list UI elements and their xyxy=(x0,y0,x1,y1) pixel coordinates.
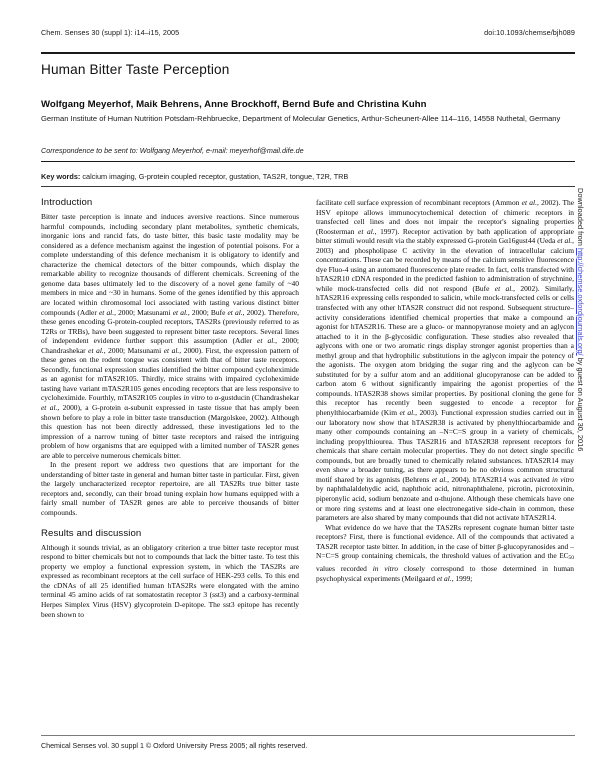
text-run-italic: et al. xyxy=(358,226,375,236)
text-run: , 2000), a G-protein α-subunit expressed in taste tissue that has amply been shown before to play a role in bitter taste transduction (Margolskee, 2002). Although this question has not been directly addressed, these investigations led to the impression of a narrow tuning of bitter taste receptors and raised the intriguing problem of how organisms that are equipped with a limited number of TAS2R genes are able to perceive numerous chemicals bitter. xyxy=(41,402,299,460)
text-run-italic: et al. xyxy=(98,307,115,317)
text-run-italic: in vitro xyxy=(372,564,399,573)
page-title: Human Bitter Taste Perception xyxy=(41,62,230,77)
text-run: , 2002). Similarly, hTAS2R16 expressing cells responded to salicin, while mock-transfected cells or cells transfected with any other hTAS2R construct did not respond. Subsequent structure–activity considerations identified chemical properties that make a compound an agonist for hTAS2R16. These are a gluco- or mannopyranose moiety and an aglycon attached to it in the β-glycosidic configuration. These studies also revealed that aglycons with one or two aromatic rings display stronger agonist properties than a methyl group and that hydrophilic substitutions in the aglycon impair the potency of the agonists. The oxygen atom bridging the sugar ring and the aglycon can be substituted for by a sulfur atom and an additional glucopyranose can be added to carbon atom 6 without significantly impairing the agonist properties of the compounds. hTAS2R38 shows similar properties. By positional cloning the gene for this receptor has recently been suggested to encode a receptor for phenylthiocarbamide (Kim xyxy=(316,283,575,418)
paragraph-results-1 xyxy=(41,543,299,620)
copyright-footer: Chemical Senses vol. 30 suppl 1 © Oxford University Press 2005; all rights reserved. xyxy=(41,742,308,750)
keywords-label: Key words: xyxy=(41,172,81,181)
author-list: Wolfgang Meyerhof, Maik Behrens, Anne Brockhoff, Bernd Bufe and Christina Kuhn xyxy=(41,99,427,110)
text-run: What evidence do we have that the TAS2Rs represent cognate human bitter taste receptors? First, there is functional evidence. All of the compounds that activated a TAS2R receptor taste bitter. In addition, in the case of bitter β-glucopyranosides and –N=C=S group containing chemicals, the threshold values of activation and the xyxy=(316,522,574,561)
right-column xyxy=(316,198,574,583)
keywords-line xyxy=(41,172,569,181)
text-run-italic: et al. xyxy=(399,408,416,418)
text-run: to α-gustducin (Chandrashekar xyxy=(204,393,300,403)
text-run: by naphthalaldehydic acid, naphthoic acid, nitronaphthalene, picrotin, picrotoxinin, piperonylic acid, sodium benzoate and α-thujone. Although these chemicals have one or more ring systems and at least one electronegative side-chain in common, these parameters are also shared by many compounds that did not activate hTAS2R14. xyxy=(316,484,574,523)
text-run: values recorded xyxy=(316,564,373,573)
text-run-italic: et al. xyxy=(41,402,58,412)
text-run: , 2002). Therefore, these genes encoding G-protein-coupled receptors, TAS2Rs (previously referred to as T2Rs or TRBs), have been suggested to represent bitter taste receptors. Several lines of independent evidence further support this assumption (Adler xyxy=(41,307,299,346)
download-stamp xyxy=(576,188,591,588)
keywords-divider xyxy=(41,186,575,187)
download-stamp-suffix: by guest on August 30, 2016 xyxy=(576,355,585,452)
heading-results-discussion: Results and discussion xyxy=(41,527,142,539)
doi-text: doi:10.1093/chemse/bjh089 xyxy=(484,28,575,37)
paragraph-intro-1 xyxy=(41,212,299,460)
text-run-italic: et al. xyxy=(431,474,448,484)
text-run-italic: et al. xyxy=(436,573,452,583)
paragraph-intro-2: In the present report we address two questions that are important for the understanding of bitter taste in general and human bitter taste in particular. First, given the largely uncharacterized receptor repertoire, are all TAS2Rs true bitter taste receptors and, secondly, can their broad tuning explain how humans equipped with a fairly small number of TAS2R genes are able to perceive thousands of bitter compounds. xyxy=(41,460,299,517)
text-run: , 2000). First, the expression pattern of these genes on the rodent tongue was consistent with that of bitter taste receptors. Secondly, functional expression studies identified the bitter compound cycloheximide as an agonist for mTAS2R105. Thirdly, mice strains with impaired cycloheximide tasting have variant mTAS2R105 genes encoding receptors that are less responsive to cycloheximide. Fourthly, mTAS2R105 couples xyxy=(41,345,299,403)
left-column xyxy=(41,198,299,620)
text-run: Although it sounds trivial, as an obligatory criterion a true bitter taste receptor must respond to bitter chemicals but not to compounds that lack the bitter taste. To test this property we employ a functional expression system, in which the TAS2Rs are expressed as recombinant receptors at the cell surface of HEK-293 cells. To this end the cDNAs of all 25 identified human hTAS2Rs were elongated with the amino terminal 45 amino acids of rat somatostatin receptor 3 (sst3) and a carboxy-terminal Herpes Simplex Virus (HSV) glycoprotein xyxy=(41,542,299,609)
text-run: , 2000; Matsunami xyxy=(114,307,173,317)
header-divider xyxy=(41,52,575,54)
text-run: , 2000; Chandrashekar xyxy=(41,336,299,355)
running-head xyxy=(41,28,575,37)
affiliation: German Institute of Human Nutrition Potsdam-Rehbruecke, Department of Molecular Genetics, Arthur-Scheunert-Allee 114–116, 14558 Nuthetal, Germany xyxy=(41,114,561,123)
text-run: , 2004). hTAS2R14 was activated xyxy=(447,474,553,484)
text-run-italic: et al. xyxy=(521,198,537,207)
correspondence-divider-top xyxy=(41,161,575,162)
text-run-italic: et al. xyxy=(494,283,514,293)
journal-citation: Chem. Senses 30 (suppl 1): i14–i15, 2005 xyxy=(41,28,180,37)
text-run: facilitate cell surface expression of recombinant receptors (Ammon xyxy=(316,198,522,207)
paragraph-right-2 xyxy=(316,523,574,584)
text-run-italic: in vitro xyxy=(183,393,205,403)
text-run: -epitope. The sst3 epitope has recently been shown to xyxy=(41,599,299,620)
text-run-subscript: 50 xyxy=(568,555,574,562)
text-run: , 2000; Matsunami xyxy=(103,345,164,355)
correspondence-note: Correspondence to be sent to: Wolfgang Meyerhof, e-mail: meyerhof@mail.dife.de xyxy=(41,146,304,155)
text-run-smallcaps: D xyxy=(174,600,180,609)
text-run: , 1999; xyxy=(451,573,473,583)
text-run-italic: et al. xyxy=(557,236,573,246)
download-stamp-prefix: Downloaded from xyxy=(576,188,585,248)
text-run-italic: et al. xyxy=(163,345,180,355)
text-run-italic: et al. xyxy=(227,307,243,317)
text-run: , 2002). The HSV epitope allows immunocytochemical detection of chimeric receptors in transfected cell lines and does not impair the receptor's signaling properties (Roosterman xyxy=(316,198,575,236)
text-run: , 1997). Receptor activation by bath application of appropriate bitter stimuli would result via the stably expressed G-protein Gα16gust44 (Ueda xyxy=(316,226,574,246)
paragraph-right-1 xyxy=(316,198,574,523)
text-run: closely correspond to those determined in human psychophysical experiments (Meilgaard xyxy=(316,564,574,583)
keywords-values: calcium imaging, G-protein coupled receptor, gustation, TAS2R, tongue, T2R, TRB xyxy=(80,172,349,181)
text-run-italic: in vitro xyxy=(552,474,574,484)
footer-divider xyxy=(41,735,575,736)
text-run-italic: et al. xyxy=(172,307,188,317)
text-run: , 2003). Functional expression studies carried out in our laboratory now show that hTAS2R38 is activated by phenylthiocarbamide and many other compounds containing an –N=C=S group in a variety of chemicals, including propylthiourea. Thus TAS2R16 and hTAS2R38 represent receptors for chemicals that share certain molecular properties. They do not detect single specific compounds, but are broadly tuned to chemically related substances. hTAS2R14 may even show a broader tuning, as there appears to be no obvious common structural motif shared by its agonists (Behrens xyxy=(316,408,575,484)
text-run: , 2000; Bufe xyxy=(187,307,228,317)
text-run: , 2003) and phospholipase C activity in the elevation of intracellular calcium concentrations. These can be recorded by means of the calcium sensitive fluorescence dye Fluo-4 using an automated fluorescence plate reader. In fact, cells transfected with hTAS2R10 cDNA responded in the predicted fashion to administration of strychnine, while mock-transfected cells did not respond (Bufe xyxy=(316,236,575,293)
text-run: Bitter taste perception is innate and induces aversive reactions. Since numerous harmful compounds, including secondary plant metabolites, synthetic chemicals, inorganic ions and rancid fats, do taste bitter, this basic taste modality may be considered as a defence mechanism against the ingestion of potential poisons. For a complete understanding of this defence mechanism it is obligatory to identify and characterize the chemical detectors of the bitter compounds, which display the remarkable ability to recognize thousands of different chemicals. Screening of the genome data bases ultimately led to the discovery of a novel gene family of ~40 members in mice and ~30 in humans. Some of the genes identified by this approach are located within chromosomal loci associated with tasting various distinct bitter compounds (Adler xyxy=(41,212,299,317)
download-stamp-link[interactable]: http://chemse.oxfordjournals.org/ xyxy=(576,247,585,356)
heading-introduction: Introduction xyxy=(41,197,93,208)
download-stamp-text xyxy=(576,188,585,451)
text-run-italic: et al. xyxy=(257,336,276,346)
text-run-italic: et al. xyxy=(88,345,104,355)
text-run-smallcaps: EC xyxy=(559,552,569,561)
